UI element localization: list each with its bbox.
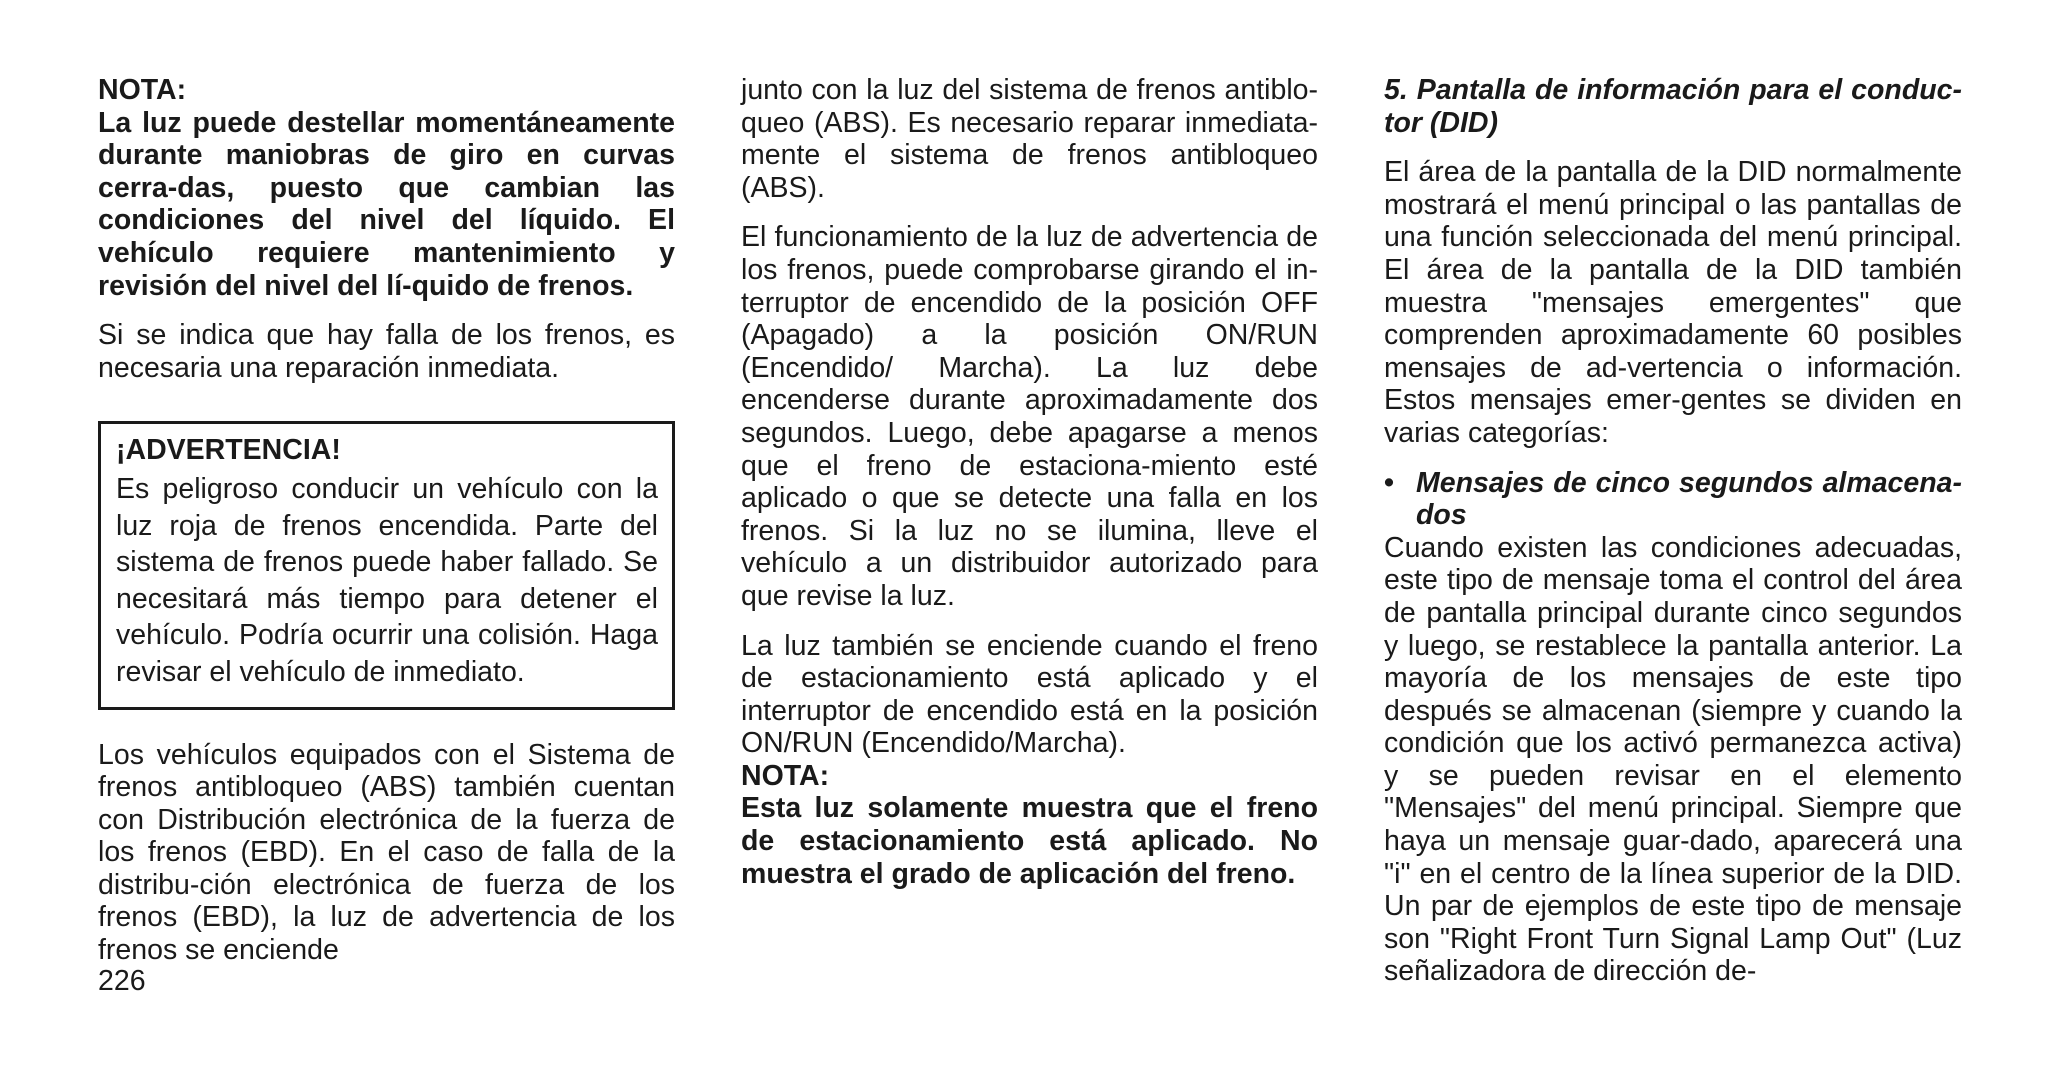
note-text: Esta luz solamente muestra que el freno de estacionamiento está aplicado. No muestra el grado de aplicación del freno. xyxy=(741,792,1318,890)
column-middle xyxy=(741,74,1318,890)
page-number: 226 xyxy=(98,965,146,997)
paragraph: El funcionamiento de la luz de advertencia de los frenos, puede comprobarse girando el in-terruptor de encendido de la posición OFF (Apagado) a la posición ON/RUN (Encendido/ Marcha). La luz debe encenderse durante aproximadamente dos segundos. Luego, debe apagarse a menos que el freno de estaciona-miento esté aplicado o que se detecte una falla en los frenos. Si la luz no se ilumina, lleve el vehículo a un distribuidor autorizado para que revise la luz. xyxy=(741,221,1318,612)
column-right xyxy=(1384,74,1962,988)
note-label: NOTA: xyxy=(98,74,187,106)
warning-title: ¡ADVERTENCIA! xyxy=(116,434,341,467)
column-left xyxy=(98,74,675,967)
paragraph: junto con la luz del sistema de frenos antiblo-queo (ABS). Es necesario reparar inmediata-mente el sistema de frenos antibloqueo (ABS). xyxy=(741,74,1318,204)
note-label: NOTA: xyxy=(741,759,830,792)
paragraph: La luz también se enciende cuando el freno de estacionamiento está aplicado y el interruptor de encendido está en la posición ON/RUN (Encendido/Marcha). xyxy=(741,629,1318,760)
warning-text: Es peligroso conducir un vehículo con la luz roja de frenos encendida. Parte del sistema de frenos puede haber fallado. Se necesitará más tiempo para detener el vehículo. Podría ocurrir una colisión. Haga revisar el vehículo de inmediato. xyxy=(116,472,658,688)
paragraph: Si se indica que hay falla de los frenos, es necesaria una reparación inmediata. xyxy=(98,319,675,384)
section-title: 5. Pantalla de información para el conduc-tor (DID) xyxy=(1384,74,1962,139)
paragraph: Los vehículos equipados con el Sistema de frenos antibloqueo (ABS) también cuentan con Distribución electrónica de la fuerza de los frenos (EBD). En el caso de falla de la distribu-ción electrónica de fuerza de los frenos (EBD), la luz de advertencia de los frenos se enciende xyxy=(98,738,675,967)
paragraph: Cuando existen las condiciones adecuadas, este tipo de mensaje toma el control del área de pantalla principal durante cinco segundos y luego, se restablece la pantalla anterior. La mayoría de los mensajes de este tipo después se almacenan (siempre y cuando la condición que los activó permanezca activa) y se pueden revisar en el elemento "Mensajes" del menú principal. Siempre que haya un mensaje guar-dado, aparecerá una "i" en el centro de la línea superior de la DID. Un par de ejemplos de este tipo de mensaje son "Right Front Turn Signal Lamp Out" (Luz señalizadora de dirección de- xyxy=(1384,531,1962,988)
bullet-heading xyxy=(1384,467,1962,532)
paragraph: El área de la pantalla de la DID normalmente mostrará el menú principal o las pantallas de una función seleccionada del menú principal. El área de la pantalla de la DID también muestra "mensajes emergentes" que comprenden aproximadamente 60 posibles mensajes de ad-vertencia o información. Estos mensajes emer-gentes se dividen en varias categorías: xyxy=(1384,156,1962,449)
warning-box xyxy=(98,421,675,709)
note-text: La luz puede destellar momentáneamente durante maniobras de giro en curvas cerra-das, puesto que cambian las condiciones del nivel del líquido. El vehículo requiere mantenimiento y revisión del nivel del lí-quido de frenos. xyxy=(98,106,675,302)
bullet-heading-text: Mensajes de cinco segundos almacena-dos xyxy=(1416,466,1962,532)
bullet-icon: • xyxy=(1384,466,1394,499)
